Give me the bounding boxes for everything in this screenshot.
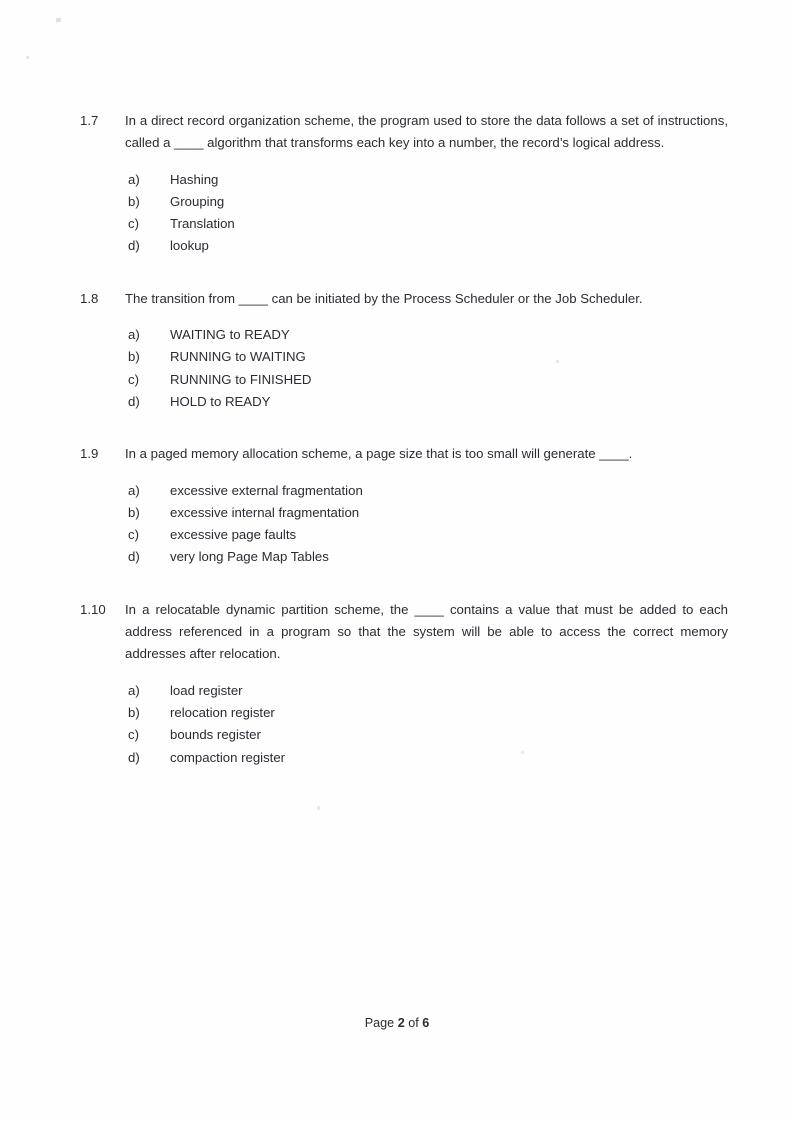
question-spacer bbox=[80, 413, 728, 443]
option-text: WAITING to READY bbox=[170, 327, 290, 343]
page-footer bbox=[0, 1016, 794, 1030]
option-row[interactable] bbox=[128, 324, 728, 346]
option-letter: b) bbox=[128, 504, 140, 520]
option-text: lookup bbox=[170, 238, 209, 254]
option-text: very long Page Map Tables bbox=[170, 549, 329, 565]
option-row[interactable] bbox=[128, 680, 728, 702]
footer-middle: of bbox=[404, 1016, 423, 1030]
question-number: 1.7 bbox=[80, 113, 99, 128]
question-row bbox=[80, 110, 728, 155]
option-row[interactable] bbox=[128, 346, 728, 368]
option-letter: a) bbox=[128, 171, 140, 187]
option-row[interactable] bbox=[128, 169, 728, 191]
option-text: compaction register bbox=[170, 749, 286, 765]
option-text: RUNNING to FINISHED bbox=[170, 371, 312, 387]
option-row[interactable] bbox=[128, 747, 728, 769]
option-letter: b) bbox=[128, 349, 140, 365]
option-text: excessive internal fragmentation bbox=[170, 504, 360, 520]
option-text: load register bbox=[170, 682, 243, 698]
option-letter: d) bbox=[128, 749, 140, 765]
option-letter: a) bbox=[128, 482, 140, 498]
question-list bbox=[80, 110, 728, 799]
question-row bbox=[80, 443, 728, 465]
option-row[interactable] bbox=[128, 213, 728, 235]
option-letter: c) bbox=[128, 527, 139, 543]
option-text: Hashing bbox=[170, 171, 219, 187]
option-row[interactable] bbox=[128, 235, 728, 257]
question-block bbox=[80, 288, 728, 443]
scan-artifact-speck bbox=[56, 17, 62, 22]
option-text: excessive page faults bbox=[170, 527, 297, 543]
option-text: RUNNING to WAITING bbox=[170, 349, 306, 365]
question-text: The transition from ____ can be initiated by the Process Scheduler or the Job Scheduler. bbox=[125, 290, 643, 306]
option-text: Grouping bbox=[170, 193, 225, 209]
option-list bbox=[80, 680, 728, 769]
option-text: HOLD to READY bbox=[170, 393, 271, 409]
option-letter: a) bbox=[128, 682, 140, 698]
option-row[interactable] bbox=[128, 724, 728, 746]
question-text: In a relocatable dynamic partition scheme, the ____ contains a value that must be added to each address referenced in a program so that the system will be able to access the correct memory addresses after relocation. bbox=[125, 601, 728, 662]
question-row bbox=[80, 288, 728, 310]
option-text: excessive external fragmentation bbox=[170, 482, 363, 498]
option-letter: b) bbox=[128, 704, 140, 720]
question-spacer bbox=[80, 569, 728, 599]
question-block bbox=[80, 599, 728, 799]
option-row[interactable] bbox=[128, 480, 728, 502]
question-number: 1.9 bbox=[80, 446, 99, 462]
option-letter: c) bbox=[128, 371, 139, 387]
footer-prefix: Page bbox=[364, 1016, 398, 1030]
question-text: In a paged memory allocation scheme, a page size that is too small will generate ____. bbox=[125, 446, 633, 462]
option-letter: c) bbox=[128, 216, 139, 232]
scan-artifact-speck bbox=[26, 56, 29, 59]
option-text: Translation bbox=[170, 216, 235, 232]
question-text: In a direct record organization scheme, the program used to store the data follows a set of instructions, called a ____ algorithm that transforms each key into a number, the record’s logical address. bbox=[125, 113, 728, 151]
option-row[interactable] bbox=[128, 502, 728, 524]
option-row[interactable] bbox=[128, 702, 728, 724]
option-list bbox=[80, 324, 728, 413]
option-row[interactable] bbox=[128, 369, 728, 391]
option-letter: b) bbox=[128, 193, 140, 209]
option-list bbox=[80, 480, 728, 569]
question-number: 1.8 bbox=[80, 290, 99, 306]
question-block bbox=[80, 443, 728, 598]
question-number: 1.10 bbox=[80, 601, 106, 617]
question-spacer bbox=[80, 769, 728, 799]
question-block bbox=[80, 110, 728, 288]
option-text: bounds register bbox=[170, 727, 261, 743]
question-spacer bbox=[80, 258, 728, 288]
footer-total-pages: 6 bbox=[422, 1016, 430, 1030]
option-letter: d) bbox=[128, 393, 140, 409]
option-letter: d) bbox=[128, 238, 140, 254]
option-letter: a) bbox=[128, 327, 140, 343]
option-letter: c) bbox=[128, 727, 139, 743]
option-list bbox=[80, 169, 728, 258]
option-row[interactable] bbox=[128, 191, 728, 213]
question-row bbox=[80, 599, 728, 666]
option-text: relocation register bbox=[170, 704, 275, 720]
option-letter: d) bbox=[128, 549, 140, 565]
option-row[interactable] bbox=[128, 546, 728, 568]
option-row[interactable] bbox=[128, 524, 728, 546]
option-row[interactable] bbox=[128, 391, 728, 413]
scan-artifact-speck bbox=[317, 806, 320, 810]
footer-current-page: 2 bbox=[397, 1016, 405, 1030]
